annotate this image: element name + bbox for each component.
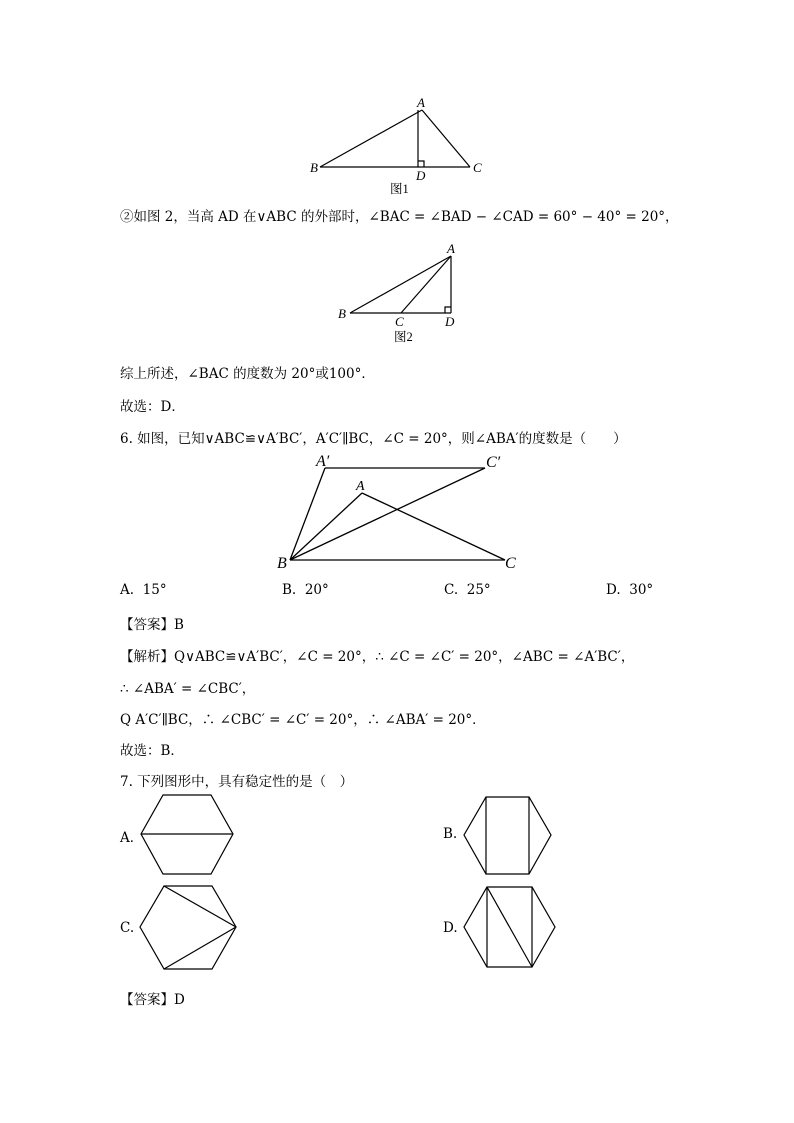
vertex-label-c: C (505, 555, 516, 572)
option-value: 25° (466, 582, 491, 598)
option-value: 30° (629, 582, 654, 598)
vertex-label-a-prime: A′ (316, 453, 330, 470)
option-value: 20° (304, 582, 329, 598)
question-7-stem: 7. 下列图形中，具有稳定性的是（ ） (120, 774, 354, 790)
segment-ac (422, 110, 470, 167)
figure-2 (330, 238, 470, 346)
hexagon-option-a (138, 793, 238, 879)
option-d (606, 582, 653, 598)
figure-caption: 图1 (390, 182, 409, 196)
segment-ca (401, 256, 451, 313)
hexagon-option-c (138, 884, 240, 974)
summary-text: 综上所述，∠BAC 的度数为 20°或100°． (120, 366, 375, 382)
option-d-label: D. (443, 920, 458, 936)
vertex-label-c: C (473, 160, 482, 175)
answer-7: 【答案】D (120, 992, 185, 1008)
question-6-stem: 6. 如图，已知∨ABC≌∨A′BC′，A′C′∥BC，∠C = 20°，则∠ABA′的度数是（ ） (120, 431, 627, 447)
vertex-label-c-prime: C′ (486, 454, 501, 471)
answer-6: 【答案】B (120, 617, 184, 633)
vertex-label-a: A (447, 241, 455, 256)
diagonal (487, 887, 532, 967)
segment-ba (320, 110, 422, 167)
option-letter: D. (606, 582, 621, 598)
segment-ac (362, 493, 505, 560)
vertex-label-a: A (356, 479, 365, 494)
right-angle-mark (445, 307, 451, 313)
diagonal (164, 927, 236, 969)
analysis-6-line-3: Q A′C′∥BC，∴ ∠CBC′ = ∠C′ = 20°，∴ ∠ABA′ = 20°． (120, 712, 486, 728)
option-letter: A. (120, 582, 135, 598)
option-b-label: B. (443, 826, 458, 842)
hexagon-option-b (461, 794, 557, 880)
vertex-label-b: B (277, 555, 287, 572)
option-letter: C. (444, 582, 459, 598)
option-c-label: C. (120, 920, 135, 936)
option-b (282, 582, 329, 598)
choose-text-b: 故选：B． (120, 743, 184, 759)
vertex-label-d: D (416, 168, 426, 183)
option-letter: B. (282, 582, 297, 598)
option-c (444, 582, 491, 598)
segment-ba (350, 256, 451, 313)
option-value: 15° (142, 582, 167, 598)
vertex-label-a: A (417, 95, 425, 110)
option-a-label: A． (120, 830, 144, 846)
vertex-label-b: B (338, 306, 346, 321)
diagonal (164, 886, 236, 927)
vertex-label-d: D (445, 314, 455, 329)
analysis-6-line-2: ∴ ∠ABA′ = ∠CBC′， (120, 681, 256, 697)
vertex-label-c: C (395, 314, 404, 329)
option-a (120, 582, 167, 598)
vertex-label-b: B (310, 160, 318, 175)
figure-1 (300, 92, 500, 200)
choose-text-d: 故选：D． (120, 399, 185, 415)
hexagon-option-d (461, 884, 559, 974)
segment-ba (290, 493, 362, 560)
hexagon-outline (140, 886, 236, 969)
figure-caption: 图2 (394, 330, 413, 344)
hexagon-outline (464, 797, 551, 874)
right-angle-mark (418, 161, 424, 167)
question-6-figure (270, 448, 530, 576)
analysis-6-line-1: 【解析】Q∨ABC≌∨A′BC′，∠C = 20°，∴ ∠C = ∠C′ = 20°，∠ABC = ∠A′BC′， (120, 649, 635, 665)
case-two-text: ②如图 2，当高 AD 在∨ABC 的外部时，∠BAC = ∠BAD − ∠CAD = 60° − 40° = 20°， (120, 209, 679, 225)
